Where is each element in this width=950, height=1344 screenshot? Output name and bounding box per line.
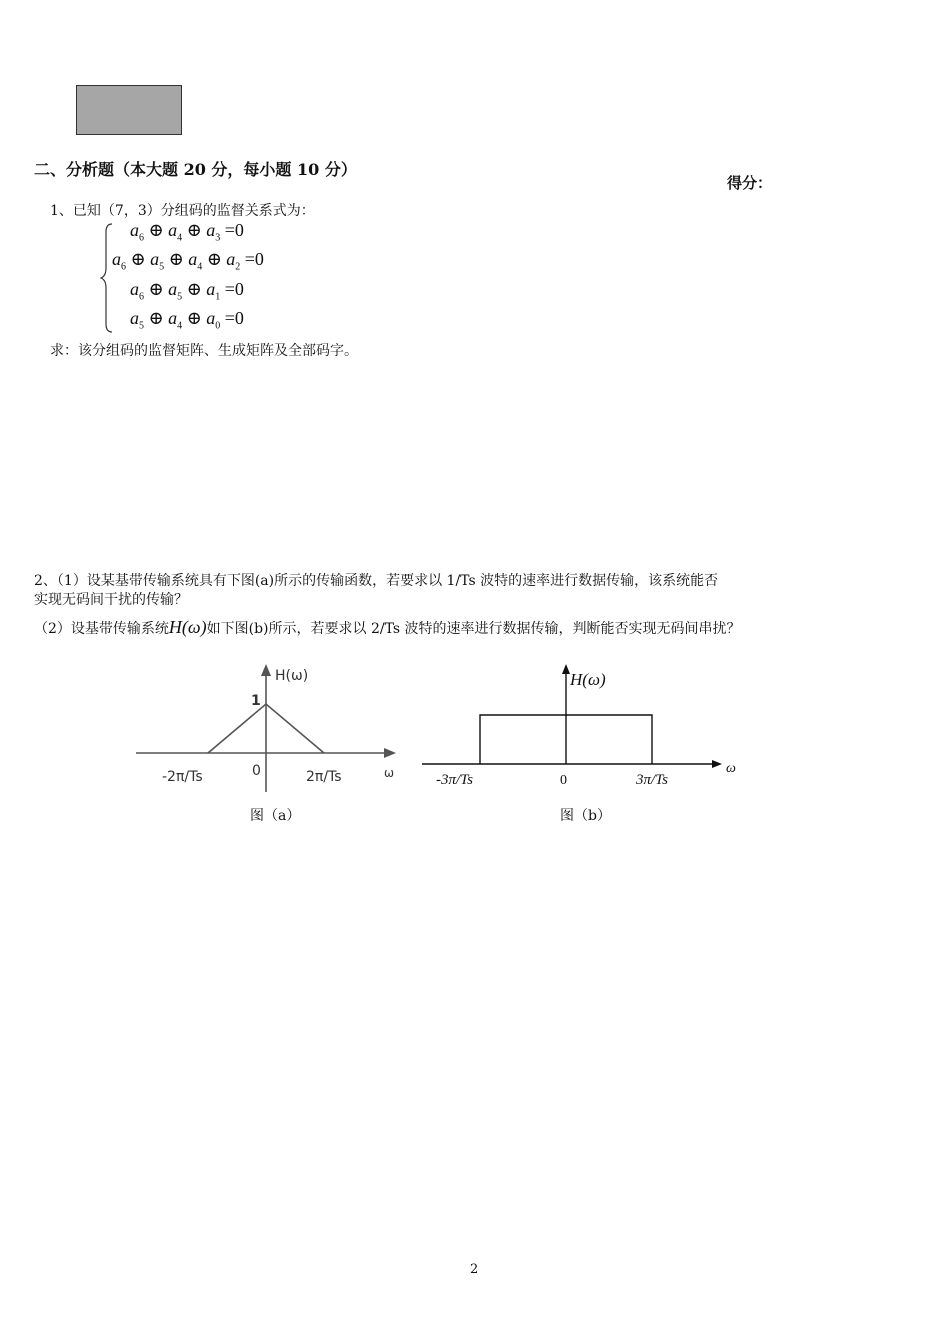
fig-b-ylabel: H(ω) <box>570 670 606 689</box>
xor-operator: ⊕ <box>182 220 207 240</box>
fig-a-peak-label: 1 <box>251 693 261 709</box>
equation-term: $a_5$ <box>130 308 144 332</box>
equation-2 <box>112 249 264 273</box>
q1-intro: 1、已知（7，3）分组码的监督关系式为： <box>50 203 315 219</box>
figure-a <box>130 660 410 800</box>
fig-a-ylabel: H(ω) <box>275 668 309 684</box>
equation-term: $a_4$ <box>168 308 183 332</box>
equation-term: $a_6$ <box>112 249 126 273</box>
q2-part1-line2: 实现无码间干扰的传输？ <box>34 592 188 608</box>
equation-term: $a_3$ <box>206 220 221 244</box>
equation-term: $a_4$ <box>188 249 203 273</box>
equation-term: $a_6$ <box>130 279 144 303</box>
equation-term: $a_5$ <box>168 279 183 303</box>
equation-term: $a_1$ <box>206 279 221 303</box>
equation-rhs: =0 <box>240 249 264 269</box>
fig-b-caption: 图（b） <box>560 808 611 824</box>
xor-operator: ⊕ <box>182 279 207 299</box>
equation-rhs: =0 <box>220 279 244 299</box>
equation-term: $a_0$ <box>206 308 221 332</box>
fig-a-y-arrow <box>261 664 271 676</box>
equation-3 <box>130 279 244 303</box>
xor-operator: ⊕ <box>144 220 169 240</box>
q2-part1-line1: 2、（1）设某基带传输系统具有下图(a)所示的传输函数，若要求以 1/Ts 波特的速率进行数据传输，该系统能否 <box>34 573 719 589</box>
equation-term: $a_6$ <box>130 220 144 244</box>
fig-a-right-label: 2π/Ts <box>306 769 342 785</box>
score-label: 得分： <box>727 174 773 192</box>
equation-rhs: =0 <box>220 220 244 240</box>
equation-rhs: =0 <box>220 308 244 328</box>
equation-1 <box>130 220 244 244</box>
fig-b-xlabel: ω <box>726 761 736 776</box>
equation-4 <box>130 308 244 332</box>
h-omega-symbol: H(ω) <box>168 617 207 637</box>
xor-operator: ⊕ <box>182 308 207 328</box>
fig-a-x-arrow <box>384 748 396 758</box>
fig-a-caption: 图（a） <box>250 808 301 824</box>
xor-operator: ⊕ <box>144 308 169 328</box>
fig-b-left-label: -3π/Ts <box>436 772 473 788</box>
xor-operator: ⊕ <box>126 249 151 269</box>
page-number: 2 <box>470 1262 479 1277</box>
fig-a-origin-label: 0 <box>252 763 261 779</box>
equation-term: $a_4$ <box>168 220 183 244</box>
section-title: 二、分析题（本大题 20 分，每小题 10 分） <box>34 160 357 179</box>
figure-b <box>418 660 748 800</box>
equation-term: $a_5$ <box>150 249 165 273</box>
fig-a-xlabel: ω <box>384 766 395 780</box>
fig-b-right-label: 3π/Ts <box>636 772 668 788</box>
xor-operator: ⊕ <box>144 279 169 299</box>
fig-b-y-arrow <box>562 664 570 674</box>
fig-b-x-arrow <box>712 760 722 768</box>
fig-a-left-label: -2π/Ts <box>162 769 203 785</box>
equation-brace <box>100 222 114 334</box>
score-box <box>76 85 182 135</box>
xor-operator: ⊕ <box>164 249 189 269</box>
equation-term: $a_2$ <box>226 249 241 273</box>
q1-request: 求：该分组码的监督矩阵、生成矩阵及全部码字。 <box>50 343 358 359</box>
xor-operator: ⊕ <box>202 249 227 269</box>
fig-b-origin-label: 0 <box>560 773 567 788</box>
q2-part2: （2）设基带传输系统H(ω)如下图(b)所示，若要求以 2/Ts 波特的速率进行数据传输，判断能否实现无码间串扰？ <box>34 617 741 637</box>
